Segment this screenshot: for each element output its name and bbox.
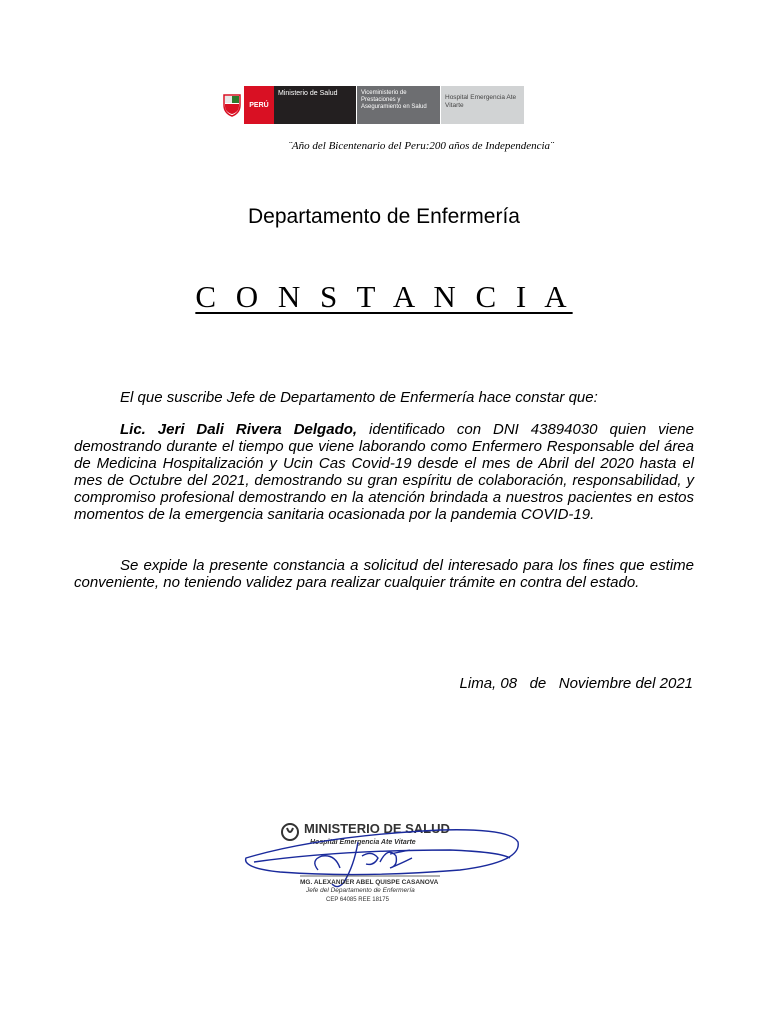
paragraph-intro: El que suscribe Jefe de Departamento de Enfermería hace constar que:	[120, 389, 598, 406]
stamp-role-text: Jefe del Departamento de Enfermería	[306, 887, 415, 894]
document-title-text: C O N S T A N C I A	[195, 279, 573, 314]
paragraph-main-text: identificado con DNI 43894030 quien viene demostrando durante el tiempo que viene laborando como Enfermero Responsable del área de Medicina Hospitalización y Ucin Cas Covid-19 desde el mes de Abril del 2020 hasta el mes de Octubre del 2021, demostrando su gran espíritu de colaboración, responsabilidad, y compromiso profesional demostrando en la atención brindada a nuestros pacientes en estos momentos de la emergencia sanitaria ocasionada por la pandemia COVID-19.	[74, 421, 694, 523]
year-motto: ¨Año del Bicentenario del Peru:200 años de Independencia¨	[288, 140, 554, 152]
nurse-name: Lic. Jeri Dali Rivera Delgado,	[120, 421, 358, 438]
stamp-hospital-text: Hospital Emergencia Ate Vitarte	[310, 839, 416, 846]
paragraph-main	[74, 421, 694, 523]
paragraph-closing: Se expide la presente constancia a solicitud del interesado para los fines que estime conveniente, no teniendo validez para realizar cualquier trámite en contra del estado.	[74, 557, 694, 591]
stamp-signer-text: MG. ALEXANDER ABEL QUISPE CASANOVA	[300, 879, 439, 886]
department-title: Departamento de Enfermería	[248, 205, 520, 228]
ministry-label: Ministerio de Salud	[274, 86, 356, 124]
hospital-label: Hospital Emergencia Ate Vitarte	[440, 86, 524, 124]
header-logo-bar	[220, 86, 524, 124]
minsa-stamp-logo-icon	[282, 824, 298, 840]
coat-of-arms-icon	[220, 86, 244, 124]
signature-stamp	[240, 806, 524, 906]
document-title	[0, 279, 768, 315]
stamp-org-text: MINISTERIO DE SALUD	[304, 821, 450, 836]
peru-label: PERÚ	[244, 86, 274, 124]
stamp-cep-text: CEP 64085 REE 18175	[326, 897, 389, 903]
date-line: Lima, 08 de Noviembre del 2021	[459, 675, 693, 692]
vice-ministry-label: Viceministerio de Prestaciones y Aseguramiento en Salud	[356, 86, 440, 124]
